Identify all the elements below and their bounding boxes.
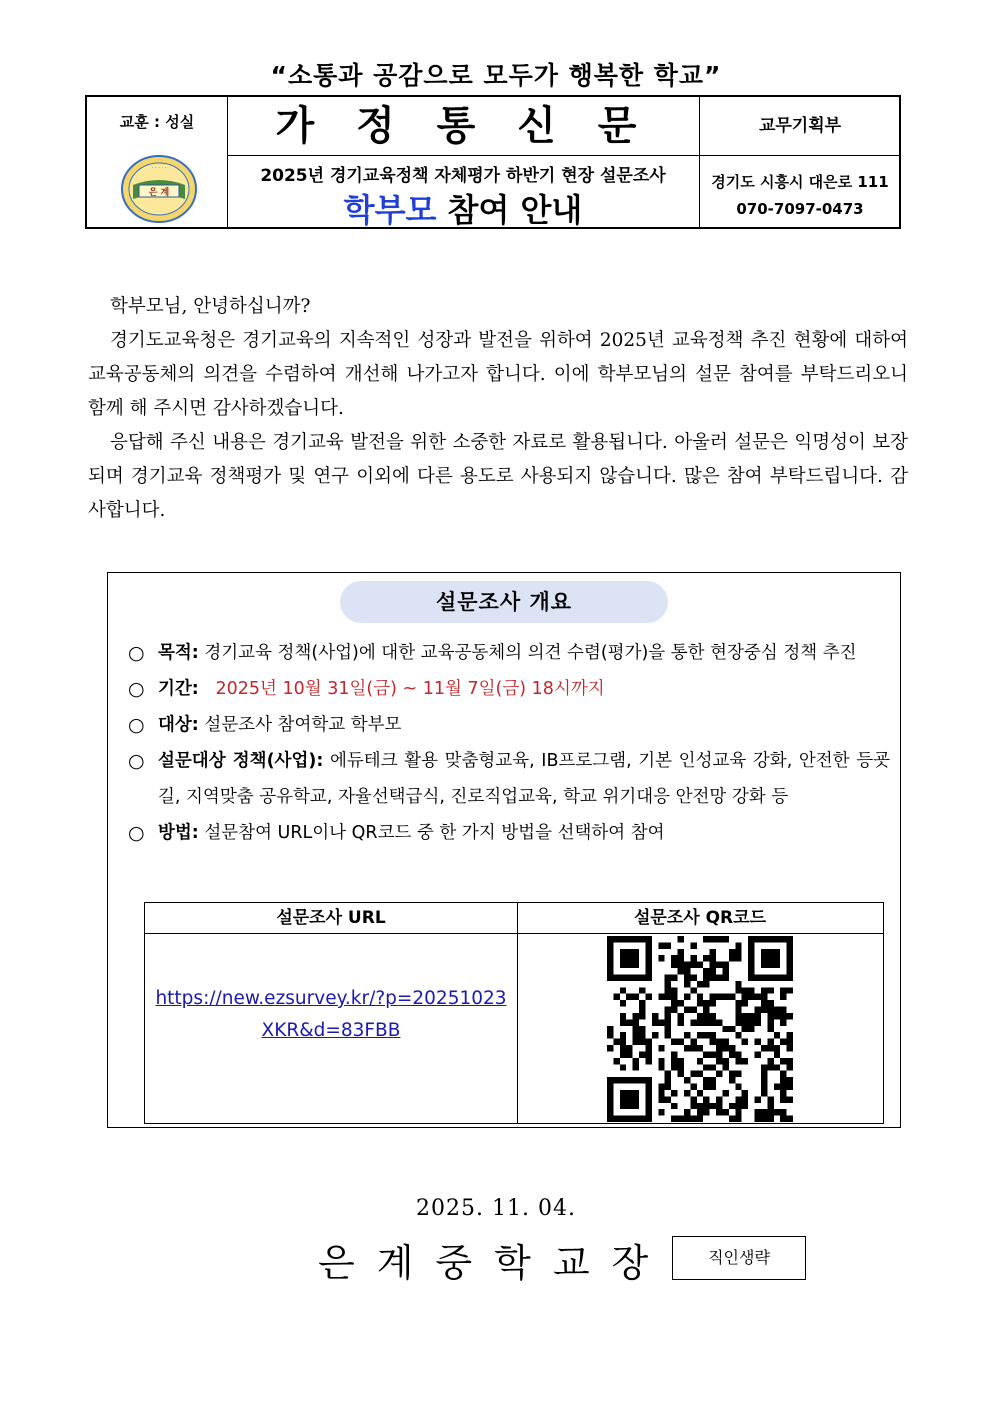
issue-date: 2025. 11. 04. xyxy=(416,1196,576,1221)
policy-item: ○ 설문대상 정책(사업): 에듀테크 활용 맞춤형교육, IB프로그램, 기본 인성교육 강화, 안전한 등굣길, 지역맞춤 공유학교, 자율선택급식, 진로직업교육, 학교 위기대응 안전망 강화 등 xyxy=(128,750,890,807)
purpose-label: 목적: xyxy=(158,643,199,663)
overview-heading: 설문조사 개요 xyxy=(340,581,668,623)
school-logo xyxy=(121,155,197,223)
period-label: 기간: xyxy=(158,679,199,699)
phone: 070-7097-0473 xyxy=(736,200,864,218)
overview-list xyxy=(128,635,890,851)
target-item: ○ 대상: 설문조사 참여학교 학부모 xyxy=(128,714,402,736)
purpose-item: ○ 목적: 경기교육 정책(사업)에 대한 교육공동체의 의견 수렴(평가)을 통한 현장중심 정책 추진 xyxy=(128,642,857,664)
purpose-text: 경기교육 정책(사업)에 대한 교육공동체의 의견 수렴(평가)을 통한 현장중심 정책 추진 xyxy=(198,643,857,663)
survey-overview-box xyxy=(107,572,901,1128)
greeting: 학부모님, 안녕하십니까? xyxy=(110,296,311,317)
document-type: 가 정 통 신 문 xyxy=(275,103,651,149)
title-rest: 참여 안내 xyxy=(436,191,583,229)
policy-label: 설문대상 정책(사업): xyxy=(158,751,324,771)
principal-signature: 은계중학교장 xyxy=(318,1241,671,1285)
url-header: 설문조사 URL xyxy=(276,908,386,928)
target-label: 대상: xyxy=(158,715,199,735)
subtitle: 2025년 경기교육정책 자체평가 하반기 현장 설문조사 xyxy=(260,166,666,186)
address: 경기도 시흥시 대은로 111 xyxy=(711,173,889,191)
school-motto-banner: “소통과 공감으로 모두가 행복한 학교” xyxy=(270,61,722,90)
policy-text: 에듀테크 활용 맞춤형교육, IB프로그램, 기본 인성교육 강화, 안전한 등굣길, 지역맞춤 공유학교, 자율선택급식, 진로직업교육, 학교 위기대응 안전망 강화 등 xyxy=(158,751,890,807)
period-item: ○ 기간: 2025년 10월 31일(금) ~ 11월 7일(금) 18시까지 xyxy=(128,678,605,700)
title-highlight: 학부모 xyxy=(343,191,437,229)
svg-text:· · · · ·: · · · · · xyxy=(151,165,167,171)
survey-access-table xyxy=(144,902,884,1124)
method-label: 방법: xyxy=(158,823,199,843)
school-motto: 교훈 : 성실 xyxy=(119,113,195,131)
qr-header: 설문조사 QR코드 xyxy=(634,908,766,928)
letter-body xyxy=(88,290,908,528)
survey-url-link[interactable]: https://new.ezsurvey.kr/?p=20251023 XKR&d=83FBB xyxy=(155,988,507,1041)
method-item: ○ 방법: 설문참여 URL이나 QR코드 중 한 가지 방법을 선택하여 참여 xyxy=(128,822,665,844)
method-text: 설문참여 URL이나 QR코드 중 한 가지 방법을 선택하여 참여 xyxy=(198,823,665,843)
seal-omitted-box: 직인생략 xyxy=(672,1236,806,1280)
paragraph-1: 경기도교육청은 경기교육의 지속적인 성장과 발전을 위하여 2025년 교육정책 추진 현황에 대하여 교육공동체의 의견을 수렴하여 개선해 나가고자 합니다. 이에 학부모님의 설문 참여를 부탁드리오니 함께 해 주시면 감사하겠습니다. xyxy=(88,330,908,419)
period-text: 2025년 10월 31일(금) ~ 11월 7일(금) 18시까지 xyxy=(215,679,605,699)
logo-text: 은 계 xyxy=(148,188,170,198)
header-table xyxy=(85,95,901,229)
page-title xyxy=(227,185,699,231)
contact xyxy=(699,169,901,223)
qr-code[interactable] xyxy=(607,936,793,1122)
department: 교무기획부 xyxy=(758,116,842,136)
paragraph-2: 응답해 주신 내용은 경기교육 발전을 위한 소중한 자료로 활용됩니다. 아울러 설문은 익명성이 보장되며 경기교육 정책평가 및 연구 이외에 다른 용도로 사용되지 않습니다. 많은 참여 부탁드립니다. 감사합니다. xyxy=(88,432,908,521)
target-text: 설문조사 참여학교 학부모 xyxy=(198,715,402,735)
